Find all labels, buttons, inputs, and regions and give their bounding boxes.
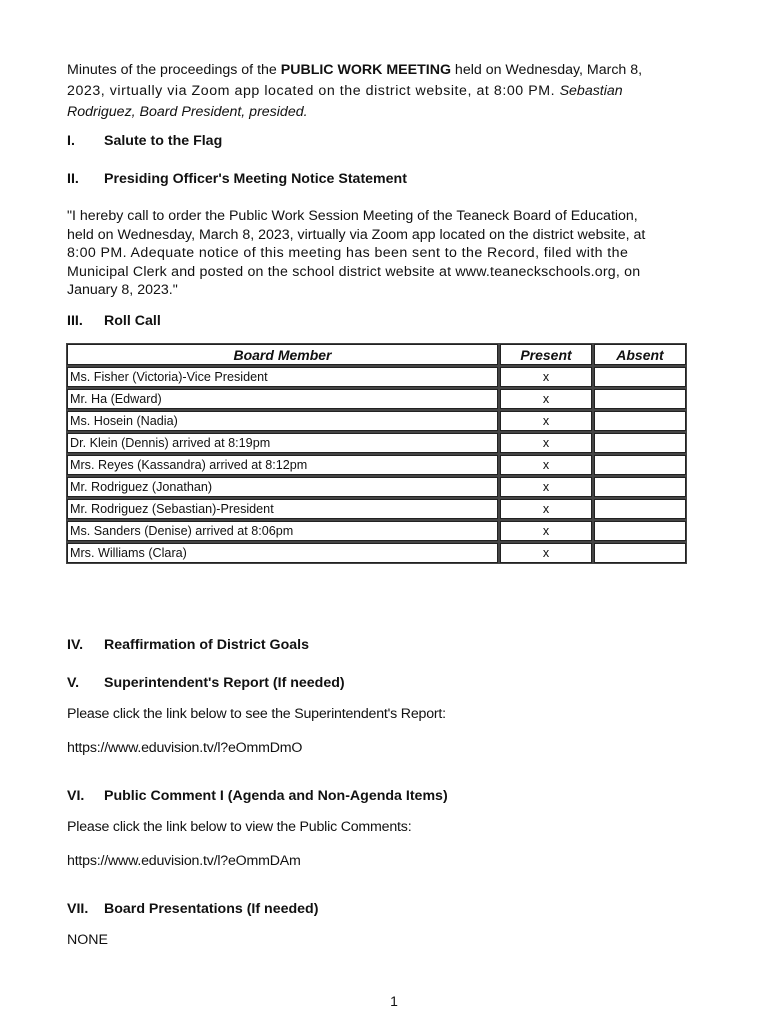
section-title: Salute to the Flag — [104, 133, 223, 149]
intro-presider-rest: Rodriguez, Board President, presided. — [67, 104, 308, 120]
absent-cell — [594, 367, 686, 387]
intro-location: 2023, virtually via Zoom app located on the district website, at 8:00 PM. — [67, 83, 560, 99]
section-number: IV. — [67, 637, 84, 653]
section-number: VII. — [67, 901, 89, 917]
absent-cell — [594, 389, 686, 409]
member-cell: Mrs. Williams (Clara) — [67, 543, 498, 563]
notice-line: held on Wednesday, March 8, 2023, virtually via Zoom app located on the district website, at — [67, 226, 646, 243]
absent-cell — [594, 477, 686, 497]
notice-line: Municipal Clerk and posted on the school district website at www.teaneckschools.org, on — [67, 263, 641, 280]
table-row — [67, 433, 686, 453]
section-title: Reaffirmation of District Goals — [104, 637, 309, 653]
section-title: Roll Call — [104, 313, 161, 329]
intro-paragraph — [67, 60, 689, 123]
section-title: Presiding Officer's Meeting Notice Statement — [104, 171, 407, 187]
intro-presider-first: Sebastian — [559, 83, 623, 99]
header-present: Present — [500, 344, 592, 365]
table-header-row — [67, 344, 686, 365]
section-number: V. — [67, 675, 80, 691]
section-heading-5 — [67, 674, 689, 692]
superintendent-report-link[interactable]: https://www.eduvision.tv/l?eOmmDmO — [67, 740, 303, 756]
present-cell: x — [500, 455, 592, 475]
table-row — [67, 477, 686, 497]
notice-statement — [67, 207, 689, 300]
board-presentations-text: NONE — [67, 932, 108, 948]
section-heading-4 — [67, 636, 689, 654]
section-title: Superintendent's Report (If needed) — [104, 675, 345, 691]
member-cell: Ms. Fisher (Victoria)-Vice President — [67, 367, 498, 387]
meeting-type: PUBLIC WORK MEETING — [280, 62, 451, 78]
notice-line: January 8, 2023." — [67, 282, 178, 298]
section-number: VI. — [67, 788, 85, 804]
section-title: Public Comment I (Agenda and Non-Agenda Items) — [104, 788, 448, 804]
present-cell: x — [500, 433, 592, 453]
table-row — [67, 455, 686, 475]
section-number: I. — [67, 133, 75, 149]
absent-cell — [594, 411, 686, 431]
member-cell: Mr. Rodriguez (Jonathan) — [67, 477, 498, 497]
present-cell: x — [500, 477, 592, 497]
absent-cell — [594, 499, 686, 519]
public-comment-instruction: Please click the link below to view the Public Comments: — [67, 819, 412, 835]
section-heading-3 — [67, 312, 689, 330]
present-cell: x — [500, 543, 592, 563]
present-cell: x — [500, 499, 592, 519]
section-number: III. — [67, 313, 83, 329]
member-cell: Dr. Klein (Dennis) arrived at 8:19pm — [67, 433, 498, 453]
table-row — [67, 521, 686, 541]
section-title: Board Presentations (If needed) — [104, 901, 319, 917]
member-cell: Ms. Hosein (Nadia) — [67, 411, 498, 431]
header-absent: Absent — [594, 344, 686, 365]
section-number: II. — [67, 171, 79, 187]
table-row — [67, 499, 686, 519]
member-cell: Mr. Rodriguez (Sebastian)-President — [67, 499, 498, 519]
absent-cell — [594, 543, 686, 563]
absent-cell — [594, 521, 686, 541]
present-cell: x — [500, 411, 592, 431]
table-row — [67, 543, 686, 563]
notice-line: 8:00 PM. Adequate notice of this meeting has been sent to the Record, filed with the — [67, 245, 629, 261]
table-row — [67, 367, 686, 387]
member-cell: Ms. Sanders (Denise) arrived at 8:06pm — [67, 521, 498, 541]
public-comment-link[interactable]: https://www.eduvision.tv/l?eOmmDAm — [67, 853, 301, 869]
section-heading-7 — [67, 900, 689, 918]
present-cell: x — [500, 389, 592, 409]
roll-call-table — [65, 342, 688, 565]
header-board-member: Board Member — [67, 344, 498, 365]
member-cell: Mrs. Reyes (Kassandra) arrived at 8:12pm — [67, 455, 498, 475]
present-cell: x — [500, 367, 592, 387]
section-heading-6 — [67, 787, 689, 805]
intro-date: held on Wednesday, March 8, — [450, 62, 643, 78]
notice-line: "I hereby call to order the Public Work Session Meeting of the Teaneck Board of Education, — [67, 208, 638, 224]
table-row — [67, 411, 686, 431]
superintendent-instruction: Please click the link below to see the Superintendent's Report: — [67, 706, 446, 722]
section-heading-2 — [67, 170, 689, 188]
intro-prefix: Minutes of the proceedings of the — [67, 62, 281, 78]
page-number: 1 — [390, 993, 398, 1009]
table-row — [67, 389, 686, 409]
absent-cell — [594, 455, 686, 475]
member-cell: Mr. Ha (Edward) — [67, 389, 498, 409]
absent-cell — [594, 433, 686, 453]
present-cell: x — [500, 521, 592, 541]
section-heading-1 — [67, 132, 689, 150]
